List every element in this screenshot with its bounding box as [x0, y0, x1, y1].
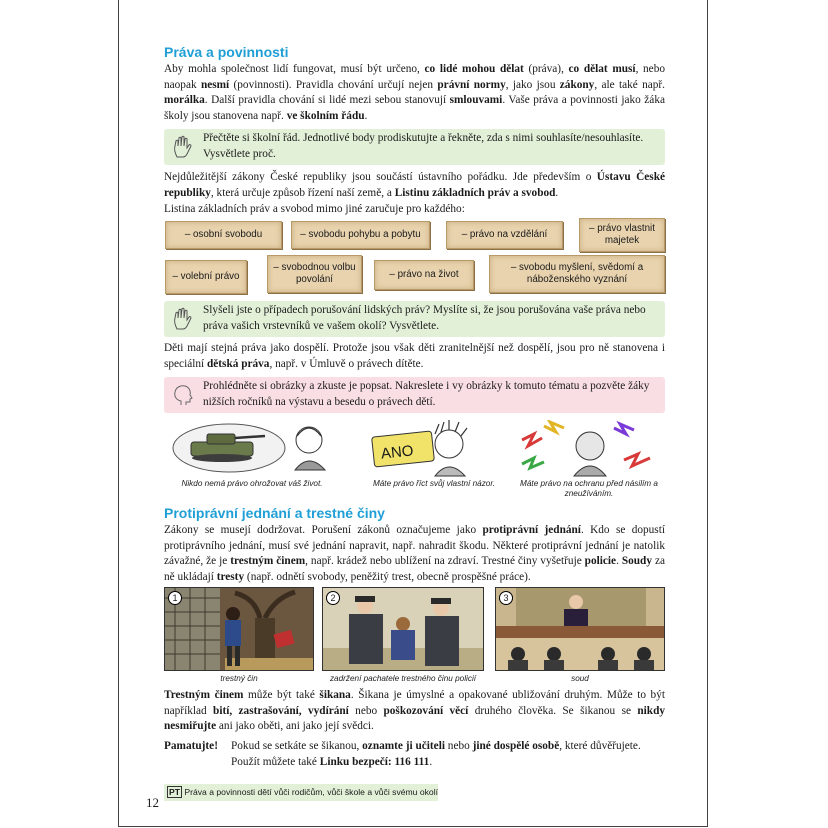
panel-number: 1 [168, 591, 182, 605]
panel-crime [164, 587, 314, 671]
page [118, 0, 708, 827]
remember-label: Pamatujte! [164, 740, 218, 752]
panel-arrest [322, 587, 484, 671]
bold-term: poškozování věcí [383, 704, 469, 717]
bold-term: smlouvami [449, 94, 503, 106]
text-run: Aby mohla společnost lidí fungovat, musí být určeno, [164, 63, 425, 75]
text-run: , které důvěřujete. Použít můžete také [231, 740, 641, 768]
ano-sign-text: ANO [380, 442, 415, 463]
bold-term: zákony [559, 78, 595, 91]
text-run: . Další pravidla chování si lidé mezi sebou stanovují [204, 94, 450, 106]
panel-number: 2 [326, 591, 340, 605]
text-run: , např. krádež nebo ublížení na zdraví. Trestné činy vyšetřuje [305, 555, 585, 567]
crime-scene-drawing [165, 588, 314, 671]
bullying-paragraph [164, 688, 665, 735]
text-run: ani jako oběti, ani jako její svědci. [216, 720, 374, 732]
tank-child-illustration [169, 418, 329, 476]
bold-term: protiprávní jednání [482, 524, 581, 536]
right-scroll: – právo na život [374, 260, 474, 290]
task-box-drawings [164, 377, 665, 413]
laws-paragraph [164, 170, 665, 201]
hand-icon [172, 307, 192, 331]
court-drawing [496, 588, 665, 671]
right-scroll: – volební právo [165, 260, 247, 294]
text-run: Děti mají stejná práva jako dospělí. Protože jsou však děti zranitelnější než dospělí, jsou pro ně stanovena i speciální [164, 342, 665, 370]
right-scroll: – právo vlastnit majetek [579, 218, 665, 252]
text-run: , např. v Úmluvě o právech dítěte. [269, 357, 424, 370]
bold-term: tresty [216, 570, 245, 583]
text-run: . Vaše práva a povinnosti jako žáka školy jsou stanovena např. [164, 94, 665, 122]
text-run: může být také [243, 689, 320, 701]
panel-caption-arrest: zadržení pachatele trestného činu policií [329, 674, 477, 683]
caption-life: Nikdo nemá právo ohrožovat váš život. [181, 479, 323, 488]
bold-term: bití, zastrašování, vydírání [213, 704, 349, 717]
hand-icon [172, 135, 192, 159]
crime-paragraph [164, 523, 665, 585]
panel-caption-crime: trestný čin [220, 674, 258, 683]
task-text-school-rules: Přečtěte si školní řád. Jednotlivé body prodiskutujte a řekněte, zda s nimi souhlasíte/nesouhlasíte. Vysvětlete proč. [203, 132, 644, 160]
text-run: (práva), [523, 63, 569, 75]
bold-term: nesmí [200, 78, 230, 91]
bold-term: jiné dospělé osobě [472, 740, 560, 752]
text-run: , která určuje způsob řízení naší země, a [210, 186, 395, 199]
bold-term: nikdy nesmiřujte [164, 704, 665, 732]
page-number: 12 [146, 795, 159, 810]
text-run: , ale také např. [594, 78, 665, 91]
text-run: Pokud se setkáte se šikanou, [231, 740, 363, 752]
protection-illustration [514, 420, 664, 478]
task-text-human-rights: Slyšeli jste o případech porušování lidských práv? Myslíte si, že jsou porušována vaše práva nebo práva vašich vrstevníků ve vašem okolí? Vysvětlete. [203, 304, 646, 332]
bold-term: Listinu základních práv a svobod [394, 186, 556, 199]
pt-badge: PT [169, 787, 180, 797]
bold-term: ve školním řádu [286, 109, 365, 122]
text-run: druhého člověka. Se šikanou se [468, 704, 638, 717]
text-run: Zákony se musejí dodržovat. Porušení zákonů označujeme jako [164, 524, 483, 536]
bold-term: dětská práva [206, 357, 270, 370]
task-text-drawings: Prohlédněte si obrázky a zkuste je popsat. Nakreslete i vy obrázky k tomuto tématu a pozvěte žáky nižších ročníků na výstavu a besedu o právech dětí. [203, 380, 650, 408]
text-run: . [364, 109, 368, 122]
text-run: . [616, 555, 622, 567]
bold-term: Soudy [621, 555, 652, 567]
task-box-school-rules [164, 129, 665, 165]
text-run: . [555, 186, 559, 199]
cross-curricular-topic-bar [164, 784, 438, 801]
section-heading-crime: Protiprávní jednání a trestné činy [164, 505, 385, 521]
panel-number: 3 [499, 591, 513, 605]
bold-term: oznamte ji učiteli [362, 740, 445, 752]
text-run: (povinnosti). Pravidla chování určují nejen [229, 78, 438, 91]
bold-term: co lidé mohou dělat [424, 63, 524, 75]
bold-term: Ústavu České republiky [164, 171, 665, 199]
bold-term: co dělat musí [568, 63, 636, 75]
text-run: . Kdo se dopustí protiprávního jednání, musí své jednání napravit, např. nahradit škodu. Některé protiprávní jednání je natolik závažné, že je [164, 524, 665, 567]
text-run: . [429, 755, 433, 768]
caption-protection: Máte právo na ochranu před násilím a zneužíváním. [520, 479, 658, 498]
bold-term: trestným činem [230, 555, 306, 567]
right-scroll: – právo na vzdělání [446, 221, 563, 249]
arrest-drawing [323, 588, 484, 671]
text-run: za ně ukládají [164, 555, 665, 583]
right-scroll: – svobodnou volbu povolání [267, 255, 362, 293]
topic-text: Práva a povinnosti dětí vůči rodičům, vůči škole a vůči svému okolí [184, 787, 439, 797]
children-rights-paragraph [164, 341, 665, 372]
list-intro: Listina základních práv a svobod mimo jiné zaručuje pro každého: [164, 203, 465, 215]
remember-text [231, 739, 665, 770]
task-box-human-rights [164, 301, 665, 337]
text-run: nebo [348, 704, 384, 717]
text-run: Nejdůležitější zákony České republiky jsou součástí ústavního pořádku. Jde především o [164, 171, 597, 183]
text-run: . Šikana je úmyslné a opakované ubližování druhým. Může to být například [164, 689, 665, 717]
bold-term: šikana [319, 689, 351, 701]
panel-caption-court: soud [571, 674, 589, 683]
panel-court [495, 587, 665, 671]
right-scroll: – svobodu pohybu a pobytu [291, 221, 430, 249]
intro-paragraph [164, 62, 665, 124]
bold-term: Linku bezpečí: 116 111 [319, 755, 430, 768]
right-scroll: – osobní svobodu [165, 221, 282, 249]
section-heading-rights: Práva a povinnosti [164, 44, 289, 60]
bold-term: Trestným činem [164, 689, 244, 701]
right-scroll: – svobodu myšlení, svědomí a náboženského vyznání [489, 255, 665, 293]
text-run: (např. odnětí svobody, peněžitý trest, obecně prospěšné práce). [244, 570, 531, 583]
caption-opinion: Máte právo říct svůj vlastní názor. [372, 479, 496, 488]
text-run: , jako jsou [505, 78, 560, 91]
text-run: , nebo naopak [164, 63, 665, 91]
bold-term: policie [584, 555, 617, 567]
text-run: nebo [444, 740, 473, 752]
bold-term: morálka [164, 94, 205, 106]
bold-term: právní normy [437, 78, 506, 91]
speaking-head-icon [172, 383, 194, 407]
